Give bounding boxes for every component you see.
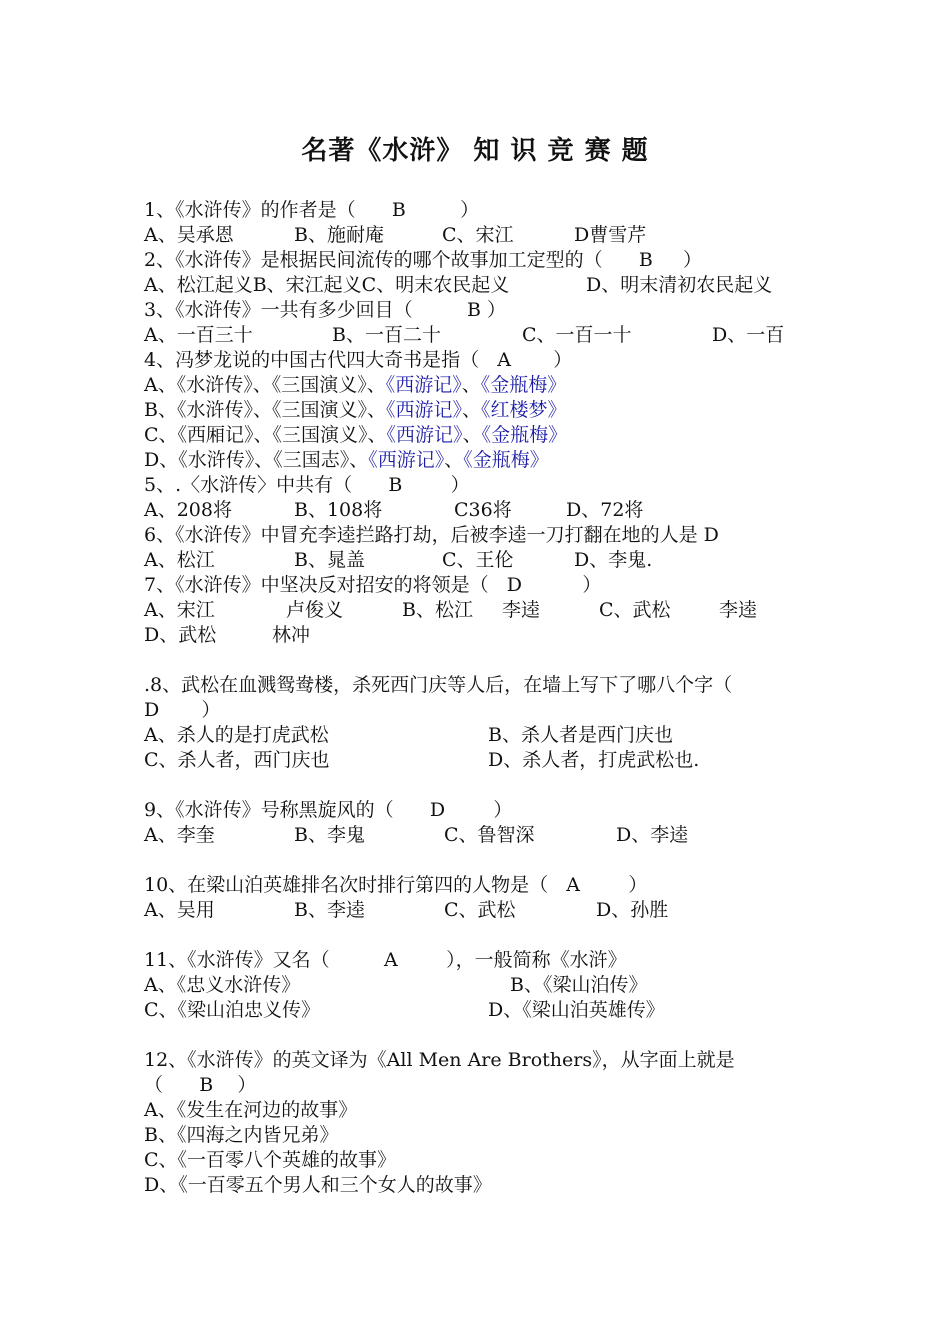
option-a-name2: 卢俊义 — [286, 599, 344, 621]
question-11: 11、《水浒传》又名（ A ），一般简称《水浒》 — [144, 949, 627, 971]
question-5-options — [144, 498, 844, 523]
question-11-options-1 — [144, 973, 844, 998]
option-d: D曹雪芹 — [574, 224, 647, 246]
book-link[interactable]: 《金瓶梅》 — [481, 424, 568, 446]
question-5: 5、.〈水浒传〉中共有（ B ） — [144, 474, 470, 496]
option-d: D、孙胜 — [596, 899, 669, 921]
question-8: .8、武松在血溅鸳鸯楼，杀死西门庆等人后，在墙上写下了哪八个字（ — [144, 674, 733, 696]
question-2-options — [144, 273, 844, 298]
question-1-options — [144, 223, 844, 248]
question-1: 1、《水浒传》的作者是（ B ） — [144, 199, 480, 221]
question-4-option-a — [144, 373, 844, 398]
question-2: 2、《水浒传》是根据民间流传的哪个故事加工定型的（ B ） — [144, 249, 702, 271]
option-c: C、武松 — [444, 899, 516, 921]
option-b: B、晁盖 — [294, 549, 365, 571]
question-8-answer: D ） — [144, 699, 221, 721]
question-11-options-2 — [144, 998, 844, 1023]
option-d: D、杀人者，打虎武松也. — [488, 749, 700, 771]
option-d: D、李逵 — [616, 824, 689, 846]
option-a: A、吴用 — [144, 899, 215, 921]
option-d: D、武松 — [144, 624, 217, 646]
option-b: B、108将 — [294, 499, 383, 521]
option-c: C36将 — [454, 499, 512, 521]
option-c: C、《梁山泊忠义传》 — [144, 999, 321, 1021]
page-title: 名著《水浒》 知 识 竞 赛 题 — [301, 136, 649, 166]
book-link[interactable]: 《西游记》 — [386, 424, 463, 446]
option-a: A、松江 — [144, 549, 215, 571]
separator: 、 — [462, 424, 482, 446]
question-4-option-b — [144, 398, 844, 423]
question-9-options — [144, 823, 844, 848]
option-c: C、一百一十 — [522, 324, 632, 346]
option-d: D、72将 — [566, 499, 644, 521]
option-b: B、一百二十 — [332, 324, 441, 346]
question-12-answer: （ B ） — [144, 1074, 257, 1096]
option-c: C、武松 — [599, 599, 671, 621]
question-6-options — [144, 548, 844, 573]
separator: 、 — [444, 449, 464, 471]
option-d: D、一百 — [712, 324, 785, 346]
option-a: A、吴承恩 — [144, 224, 234, 246]
option-a: A、一百三十 — [144, 324, 253, 346]
option-b: B、李逵 — [294, 899, 365, 921]
option-text: B、《水浒传》、《三国演义》、 — [144, 399, 386, 421]
option-b: B、杀人者是西门庆也 — [488, 724, 673, 746]
option-abc: A、松江起义B、宋江起义C、明末农民起义 — [144, 274, 510, 296]
question-8-options-2 — [144, 748, 844, 773]
question-10-options — [144, 898, 844, 923]
question-12: 12、《水浒传》的英文译为《All Men Are Brothers》，从字面上就是 — [144, 1049, 735, 1071]
option-text: D、《水浒传》、《三国志》、 — [144, 449, 369, 471]
option-c: C、杀人者，西门庆也 — [144, 749, 330, 771]
question-9: 9、《水浒传》号称黑旋风的（ D ） — [144, 799, 513, 821]
question-8-options-1 — [144, 723, 844, 748]
question-3-options — [144, 323, 844, 348]
separator: 、 — [461, 399, 481, 421]
option-d: D、《梁山泊英雄传》 — [488, 999, 665, 1021]
option-a: A、李奎 — [144, 824, 215, 846]
question-7: 7、《水浒传》中坚决反对招安的将领是（ D ） — [144, 574, 602, 596]
option-a: A、杀人的是打虎武松 — [144, 724, 329, 746]
option-d: D、明末清初农民起义 — [586, 274, 773, 296]
option-text: A、《水浒传》、《三国演义》、 — [144, 374, 386, 396]
question-7-options-2 — [144, 623, 844, 648]
option-d: D、《一百零五个男人和三个女人的故事》 — [144, 1174, 492, 1196]
book-link[interactable]: 《金瓶梅》 — [463, 449, 549, 471]
book-link[interactable]: 《西游记》 — [368, 449, 445, 471]
option-text: C、《西厢记》、《三国演义》、 — [144, 424, 387, 446]
book-link[interactable]: 《西游记》 — [385, 374, 462, 396]
book-link[interactable]: 《金瓶梅》 — [480, 374, 567, 396]
quiz-body — [144, 198, 844, 1198]
option-a: A、208将 — [144, 499, 232, 521]
question-10: 10、在梁山泊英雄排名次时排行第四的人物是（ A ） — [144, 874, 648, 896]
question-4-option-d — [144, 448, 844, 473]
option-c: C、《一百零八个英雄的故事》 — [144, 1149, 397, 1171]
option-b: B、《四海之内皆兄弟》 — [144, 1124, 339, 1146]
book-link[interactable]: 《红楼梦》 — [481, 399, 567, 421]
separator: 、 — [461, 374, 481, 396]
question-6: 6、《水浒传》中冒充李逵拦路打劫，后被李逵一刀打翻在地的人是 D — [144, 524, 719, 546]
option-b: B、《梁山泊传》 — [510, 974, 648, 996]
option-b: B、李鬼 — [294, 824, 365, 846]
option-c: C、鲁智深 — [444, 824, 535, 846]
question-7-options — [144, 598, 844, 623]
question-4-option-c — [144, 423, 844, 448]
option-a: A、宋江 — [144, 599, 215, 621]
option-d: D、李鬼. — [574, 549, 653, 571]
option-b: B、施耐庵 — [294, 224, 384, 246]
book-link[interactable]: 《西游记》 — [385, 399, 462, 421]
option-b: B、松江 — [402, 599, 473, 621]
question-4: 4、冯梦龙说的中国古代四大奇书是指（ A ） — [144, 349, 573, 371]
option-c: C、王伦 — [442, 549, 514, 571]
option-b-name2: 李逵 — [502, 599, 541, 621]
option-a: A、《发生在河边的故事》 — [144, 1099, 358, 1121]
option-a: A、《忠义水浒传》 — [144, 974, 301, 996]
option-c: C、宋江 — [442, 224, 514, 246]
option-d-name2: 林冲 — [272, 624, 311, 646]
question-3: 3、《水浒传》一共有多少回目（ B ） — [144, 299, 506, 321]
option-c-name2: 李逵 — [719, 599, 758, 621]
